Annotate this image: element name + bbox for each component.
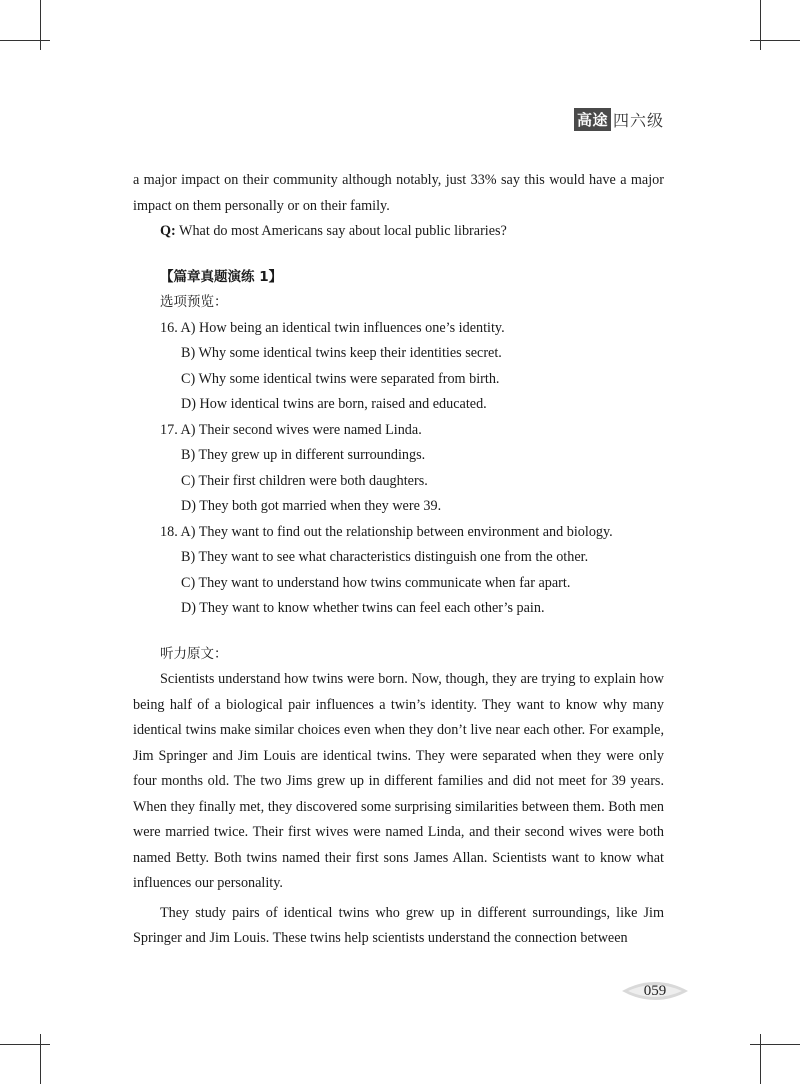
intro-line: a major impact on their community although notably, just 33% say this would have a major	[133, 172, 664, 188]
question-number: 18.	[160, 523, 178, 540]
crop-mark	[40, 0, 41, 50]
option-text: A) Their second wives were named Linda.	[180, 421, 422, 438]
page-number: 059	[643, 982, 667, 999]
question-label: Q:	[160, 223, 176, 239]
option-line	[133, 316, 664, 342]
page-number-badge	[622, 980, 688, 1002]
option-line: D) They want to know whether twins can feel each other’s pain.	[181, 600, 545, 616]
crop-mark	[0, 40, 50, 41]
question-text: What do most Americans say about local public libraries?	[175, 223, 507, 239]
transcript-paragraph: They study pairs of identical twins who grew up in different surroundings, like Jim Springer and Jim Louis. These twins help scientists understand the connection between	[133, 904, 664, 946]
question-number: 16.	[160, 319, 178, 336]
crop-mark	[0, 1044, 50, 1045]
crop-mark	[760, 1034, 761, 1084]
option-line: C) They want to understand how twins communicate when far apart.	[181, 574, 571, 591]
page-header	[574, 108, 664, 131]
option-line: C) Their first children were both daughters.	[181, 472, 428, 489]
brand-label: 四六级	[612, 111, 664, 130]
option-text: A) How being an identical twin influences one’s identity.	[180, 319, 505, 336]
transcript-paragraph: Scientists understand how twins were born. Now, though, they are trying to explain how being half of a biological pair influences a twin’s identity. They want to know why many identical twins make similar choices even when they don’t live near each other. For example, Jim Springer and Jim Louis are identical twins. They were separated when they were only four months old. The two Jims grew up in different families and did not meet for 39 years. When they finally met, they discovered some surprising similarities between them. Both men were married twice. Their first wives were named Linda, and their second wives were both named Betty. Both twins named their first sons James Allan. Scientists want to know what influences our personality.	[133, 671, 664, 891]
option-text: A) They want to find out the relationship between environment and biology.	[180, 523, 613, 540]
option-line: B) They grew up in different surroundings.	[181, 447, 426, 463]
section-title: 【篇章真题演练 1】	[160, 268, 283, 285]
option-line: D) How identical twins are born, raised and educated.	[181, 396, 487, 412]
question	[133, 219, 664, 245]
option-line	[133, 418, 664, 444]
intro-line: impact on them personally or on their family.	[133, 197, 390, 214]
question-number: 17.	[160, 421, 178, 438]
option-line: C) Why some identical twins were separated from birth.	[181, 370, 500, 387]
option-line: B) Why some identical twins keep their identities secret.	[181, 345, 502, 361]
crop-mark	[750, 1044, 800, 1045]
crop-mark	[760, 0, 761, 50]
option-line: B) They want to see what characteristics distinguish one from the other.	[181, 549, 589, 565]
crop-mark	[40, 1034, 41, 1084]
brand-logo: 高途	[574, 108, 611, 131]
crop-mark	[750, 40, 800, 41]
option-line	[133, 520, 664, 546]
transcript-label: 听力原文：	[160, 645, 228, 662]
page-content	[133, 168, 664, 952]
option-line: D) They both got married when they were 39.	[181, 498, 442, 514]
preview-label: 选项预览：	[160, 294, 228, 310]
